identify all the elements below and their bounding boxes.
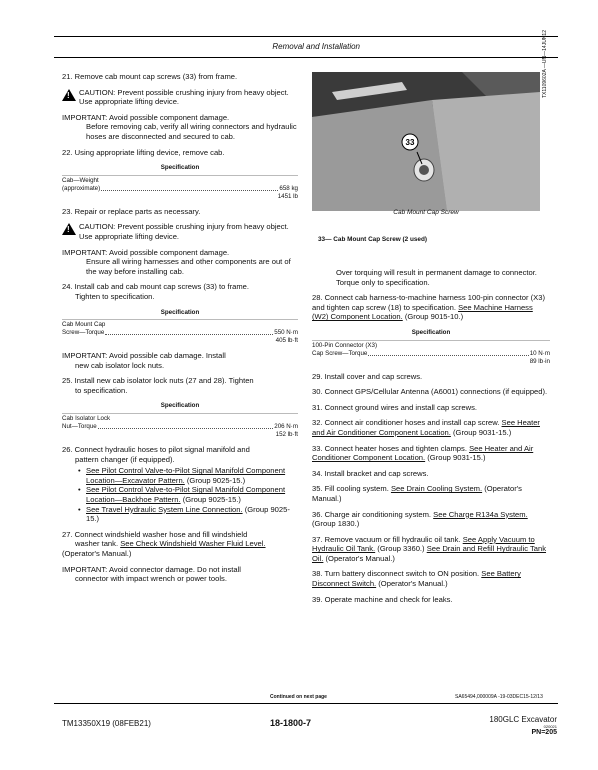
caution-1 <box>62 88 298 107</box>
warning-triangle-icon <box>62 89 76 101</box>
link-washer-fluid[interactable]: See Check Windshield Washer Fluid Level. <box>120 539 266 549</box>
step-26: 26. Connect hydraulic hoses to pilot signal manifold and pattern changer (if equipped). <box>62 445 250 464</box>
photo-legend: 33— Cab Mount Cap Screw (2 used) <box>318 236 428 243</box>
footer-rule <box>54 703 558 704</box>
step-23: 23. Repair or replace parts as necessary. <box>62 206 201 216</box>
spec-heading: Specification <box>160 164 200 172</box>
header-rule-bottom <box>54 57 558 58</box>
important-body: Before removing cab, verify all wiring connectors and hydraulic hoses are disconnected and secured to cab. <box>86 122 297 141</box>
step-31: 31. Connect ground wires and install cap screws. <box>312 402 478 412</box>
step-25: 25. Install new cab isolator lock nuts (27 and 28). Tighten to specification. <box>62 376 254 395</box>
spec-heading: Specification <box>160 308 200 316</box>
link-hvac-location-2[interactable]: See Heater and Air Conditioner Component Location. <box>312 443 534 463</box>
caution-text: CAUTION: Prevent possible crushing injury from heavy object. Use appropriate lifting device. <box>79 87 289 107</box>
step-33: 33. Connect heater hoses and tighten clamps. See Heater and Air Conditioner Component Location. (Group 9031-15.) <box>312 443 534 463</box>
photo-id: TX1109602A —UN—14JUN12 <box>542 30 548 98</box>
spec-value-alt: 1451 lb <box>277 192 298 200</box>
section-title: Removal and Installation <box>272 42 360 51</box>
link-drain-cooling[interactable]: See Drain Cooling System. <box>390 484 483 494</box>
step-39: 39. Operate machine and check for leaks. <box>312 594 453 604</box>
photo-illustration <box>312 72 540 211</box>
important-head: IMPORTANT: Avoid possible component damage. <box>62 112 230 122</box>
step-27: 27. Connect windshield washer hose and fill windshield washer tank. See Check Windshield Washer Fluid Level. (Operator's Manual.) <box>62 529 266 558</box>
callout-33: 33 <box>405 138 415 147</box>
spec-label: Cap Screw—Torque <box>312 349 368 357</box>
spec-heading: Specification <box>411 328 451 336</box>
spec-heading: Specification <box>160 402 200 410</box>
header-rule-top <box>54 36 558 37</box>
bullet-link-1: • See Pilot Control Valve-to-Pilot Signal Manifold Component Location—Excavator Pattern. (Group 9025-15.) <box>62 466 298 485</box>
step-37: 37. Remove vacuum or fill hydraulic oil tank. See Apply Vacuum to Hydraulic Oil Tank. (Group 3360.) See Drain and Refill Hydraulic Tank Oil. (Operator's Manual.) <box>312 534 547 563</box>
important-head: IMPORTANT: Avoid possible cab damage. Install <box>62 351 226 361</box>
important-head: IMPORTANT: Avoid connector damage. Do not install <box>62 564 241 574</box>
spec-value-alt: 152 lb·ft <box>275 431 298 439</box>
spec-label: Cab Isolator Lock <box>62 415 111 423</box>
spec-lock-nut-torque <box>62 401 298 439</box>
spec-value: 10 N·m <box>529 349 550 357</box>
cab-mount-photo <box>312 72 540 211</box>
page-number: 18-1800-7 <box>270 718 312 728</box>
spec-value: 658 kg <box>279 184 298 192</box>
link-battery-switch[interactable]: See Battery Disconnect Switch. <box>312 569 521 589</box>
step-38: 38. Turn battery disconnect switch to ON position. See Battery Disconnect Switch. (Operator's Manual.) <box>312 569 521 589</box>
document-id: SA65494,000009A -19-03DEC15-12/13 <box>455 694 543 700</box>
right-column <box>312 268 550 610</box>
spec-value: 550 N·m <box>274 329 298 337</box>
spec-value-alt: 89 lb·in <box>529 357 550 365</box>
link-excavator-pattern[interactable]: See Pilot Control Valve-to-Pilot Signal Manifold Component Location—Excavator Pattern. <box>86 466 286 485</box>
important-1 <box>62 113 298 142</box>
spec-value: 206 N·m <box>274 423 298 431</box>
pn-number: PN=205 <box>531 729 557 736</box>
important-2 <box>62 248 298 277</box>
step-29: 29. Install cover and cap screws. <box>312 371 423 381</box>
link-drain-refill[interactable]: See Drain and Refill Hydraulic Tank Oil. <box>312 544 547 563</box>
important-body: connector with impact wrench or power tools. <box>75 574 227 584</box>
step-30: 30. Connect GPS/Cellular Antenna (A6001) connections (if equipped). <box>312 387 548 397</box>
link-backhoe-pattern[interactable]: See Pilot Control Valve-to-Pilot Signal Manifold Component Location—Backhoe Pattern. <box>86 485 286 505</box>
step-36: 36. Charge air conditioning system. See Charge R134a System. (Group 1830.) <box>312 509 528 529</box>
step-34: 34. Install bracket and cap screws. <box>312 468 429 478</box>
important-3 <box>62 351 298 370</box>
step-32: 32. Connect air conditioner hoses and install cap screw. See Heater and Air Conditioner Component Location. (Group 9031-15.) <box>312 418 540 437</box>
continued-note: Continued on next page <box>270 694 327 700</box>
caution-text: CAUTION: Prevent possible crushing injury from heavy object. Use appropriate lifting device. <box>79 222 289 241</box>
link-travel-hydraulic[interactable]: See Travel Hydraulic System Line Connection. <box>86 504 243 514</box>
step-28: 28. Connect cab harness-to-machine harness 100-pin connector (X3) and tighten cap screw (18) to specification. See Machine Harness (W2) Component Location. (Group 9015-10.) <box>312 293 546 322</box>
spec-cab-weight <box>62 163 298 201</box>
warning-triangle-icon <box>62 223 76 235</box>
spec-connector-torque <box>312 328 550 366</box>
link-apply-vacuum[interactable]: See Apply Vacuum to Hydraulic Oil Tank. <box>312 534 535 554</box>
bullet-link-3: • See Travel Hydraulic System Line Connection. (Group 9025-15.) <box>62 505 298 524</box>
spec-label: Nut—Torque <box>62 423 97 431</box>
spec-label: Cab Mount Cap <box>62 321 106 329</box>
spec-label: Cab—Weight <box>62 176 99 184</box>
bullet-link-2: • See Pilot Control Valve-to-Pilot Signal Manifold Component Location—Backhoe Pattern. (Group 9025-15.) <box>62 485 298 504</box>
spec-label: (approximate) <box>62 184 101 192</box>
link-hvac-location[interactable]: See Heater and Air Conditioner Component Location. <box>312 418 540 437</box>
manual-number: TM13350X19 (08FEB21) <box>62 719 151 728</box>
connector-warning: Over torquing will result in permanent damage to connector. Torque only to specification. <box>336 268 537 287</box>
step-24: 24. Install cab and cab mount cap screws (33) to frame. Tighten to specification. <box>62 282 249 301</box>
step-35: 35. Fill cooling system. See Drain Cooling System. (Operator's Manual.) <box>312 484 522 503</box>
important-body: new cab isolator lock nuts. <box>75 360 165 370</box>
left-column <box>62 72 298 590</box>
machine-model: 180GLC Excavator 020021 PN=205 <box>489 715 557 736</box>
step-22: 22. Using appropriate lifting device, remove cab. <box>62 147 225 157</box>
step-21: 21. Remove cab mount cap screws (33) from frame. <box>62 72 238 81</box>
spec-label: Screw—Torque <box>62 329 105 337</box>
spec-label: 100-Pin Connector (X3) <box>312 341 378 349</box>
spec-value-alt: 405 lb·ft <box>275 337 298 345</box>
important-4 <box>62 565 298 584</box>
photo-caption: Cab Mount Cap Screw <box>393 209 459 216</box>
caution-2 <box>62 222 298 241</box>
link-machine-harness[interactable]: See Machine Harness (W2) Component Location. <box>312 302 533 322</box>
link-charge-r134a[interactable]: See Charge R134a System. <box>433 509 528 519</box>
spec-cab-mount-torque <box>62 308 298 346</box>
important-head: IMPORTANT: Avoid possible component damage. <box>62 247 230 257</box>
important-body: Ensure all wiring harnesses and other components are out of the way before installing cab. <box>86 257 291 276</box>
